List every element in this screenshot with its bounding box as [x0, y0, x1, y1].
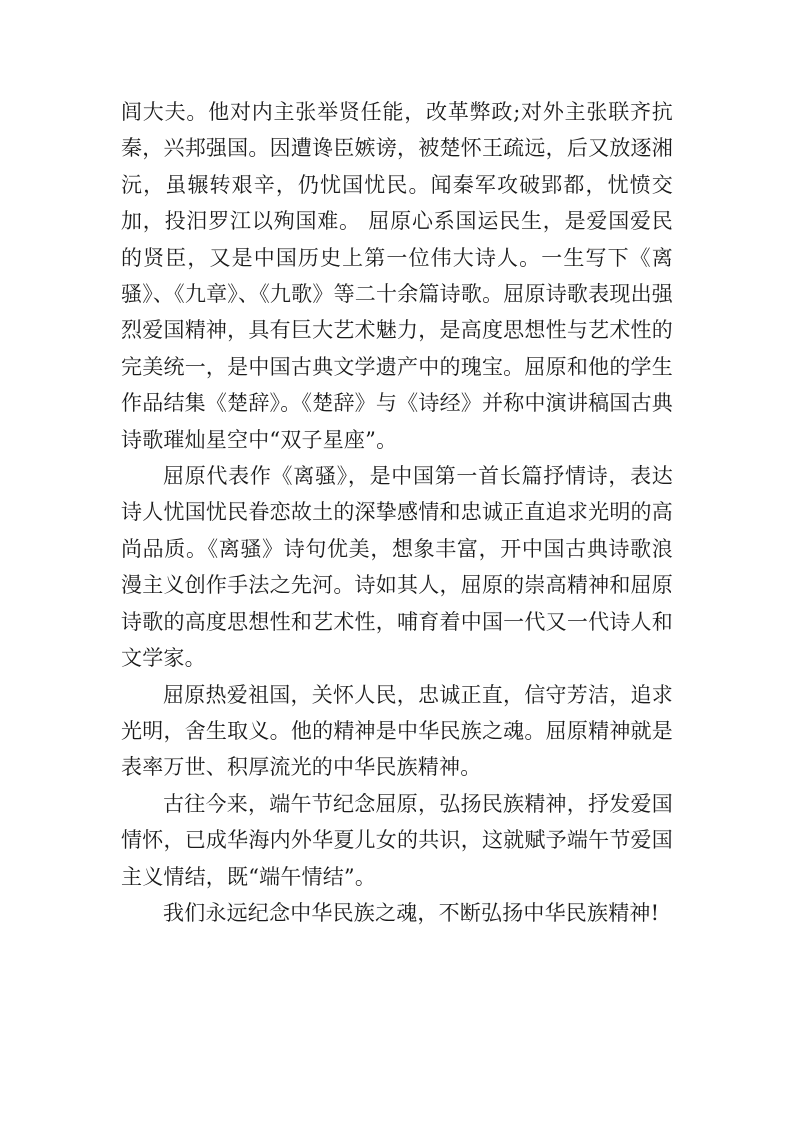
- document-body: [121, 94, 673, 931]
- paragraph-4: 古往今来，端午节纪念屈原，弘扬民族精神，抒发爱国情怀，已成华海内外华夏儿女的共识，这就赋予端午节爱国主义情结，既“端午情结”。: [121, 791, 673, 889]
- paragraph-5: 我们永远纪念中华民族之魂，不断弘扬中华民族精神!: [163, 900, 660, 925]
- paragraph-1: 闾大夫。他对内主张举贤任能，改革弊政;对外主张联齐抗秦，兴邦强国。因遭谗臣嫉谤，被楚怀王疏远，后又放逐湘沅，虽辗转艰辛，仍忧国忧民。闻秦军攻破郢都，忧愤交加，投汨罗江以殉国难。 屈原心系国运民生，是爱国爱民的贤臣，又是中国历史上第一位伟大诗人。一生写下《离骚》、《九章》、《九歌》等二十余篇诗歌。屈原诗歌表现出强烈爱国精神，具有巨大艺术魅力，是高度思想性与艺术性的完美统一，是中国古典文学遗产中的瑰宝。屈原和他的学生作品结集《楚辞》。《楚辞》与《诗经》并称中演讲稿国古典诗歌璀灿星空中“双子星座”。: [121, 100, 673, 452]
- paragraph-3: 屈原热爱祖国，关怀人民，忠诚正直，信守芳洁，追求光明，舍生取义。他的精神是中华民族之魂。屈原精神就是表率万世、积厚流光的中华民族精神。: [121, 682, 673, 780]
- paragraph-2: 屈原代表作《离骚》，是中国第一首长篇抒情诗，表达诗人忧国忧民眷恋故土的深挚感情和忠诚正直追求光明的高尚品质。《离骚》诗句优美，想象丰富，开中国古典诗歌浪漫主义创作手法之先河。诗如其人，屈原的崇高精神和屈原诗歌的高度思想性和艺术性，哺育着中国一代又一代诗人和文学家。: [121, 464, 673, 671]
